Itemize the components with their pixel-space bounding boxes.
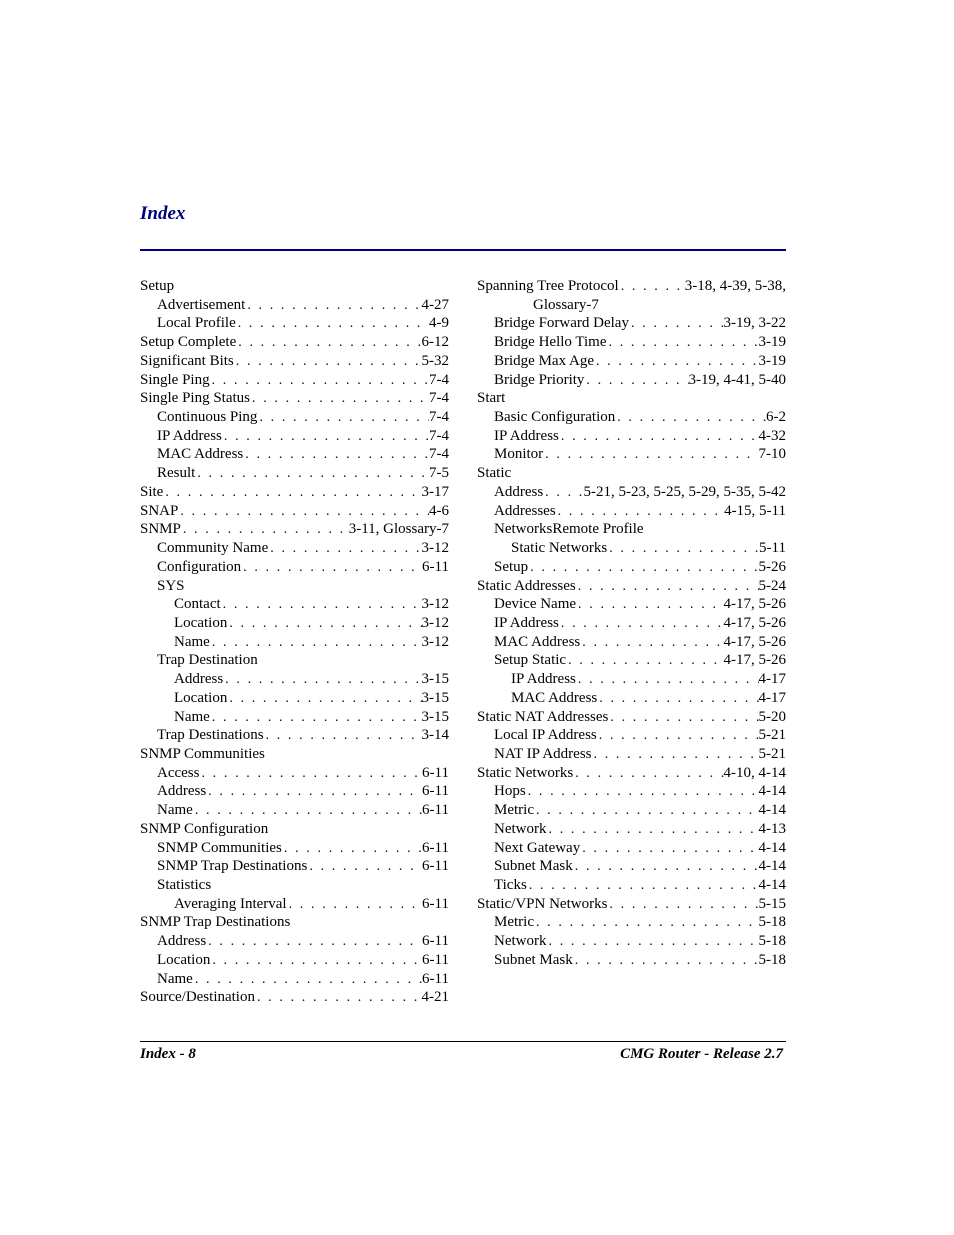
- index-term: Setup Complete: [140, 334, 237, 351]
- index-term: MAC Address: [494, 633, 581, 650]
- index-term: Significant Bits: [140, 352, 234, 369]
- index-entry: [140, 895, 449, 914]
- index-column-left: [140, 277, 449, 1007]
- dot-leader: [573, 858, 759, 876]
- dot-leader: [559, 428, 759, 446]
- index-entry: [477, 895, 786, 914]
- index-entry: [140, 445, 449, 464]
- index-page-ref: 5-32: [421, 352, 449, 369]
- index-term: Statistics: [157, 877, 212, 893]
- dot-leader: [594, 353, 759, 371]
- index-page-ref: 5-15: [758, 895, 786, 912]
- index-page-ref: 4-17, 5-26: [723, 633, 786, 650]
- index-term: SNMP Communities: [157, 839, 282, 856]
- index-term: SNMP Trap Destinations: [157, 858, 308, 875]
- index-term: Start: [477, 390, 506, 407]
- index-term: Static NAT Addresses: [477, 708, 609, 725]
- index-page-ref: 4-17, 5-26: [723, 652, 786, 669]
- index-page-ref: 5-20: [758, 708, 786, 725]
- index-entry: [477, 371, 786, 390]
- dot-leader: [243, 446, 429, 464]
- dot-leader: [576, 578, 759, 596]
- dot-leader: [543, 484, 583, 502]
- dot-leader: [163, 484, 421, 502]
- dot-leader: [234, 353, 422, 371]
- dot-leader: [576, 671, 759, 689]
- dot-leader: [241, 559, 422, 577]
- index-page-ref: 4-14: [758, 839, 786, 856]
- index-entry: [477, 539, 786, 558]
- dot-leader: [210, 372, 429, 390]
- index-entry: [477, 408, 786, 427]
- index-term: IP Address: [494, 614, 559, 631]
- index-entry: [140, 277, 449, 296]
- index-entry: [140, 558, 449, 577]
- index-entry: [477, 614, 786, 633]
- index-term: SNMP: [140, 521, 181, 538]
- index-term: Location: [174, 689, 228, 706]
- index-term: Name: [174, 633, 210, 650]
- index-term: Next Gateway: [494, 839, 581, 856]
- dot-leader: [264, 727, 422, 745]
- dot-leader: [592, 746, 759, 764]
- index-page-ref: 5-21: [758, 745, 786, 762]
- index-page-ref: 4-17, 5-26: [723, 614, 786, 631]
- index-entry: [140, 651, 449, 670]
- index-entry: [477, 633, 786, 652]
- index-term: Static Networks: [511, 540, 608, 557]
- index-entry: [140, 932, 449, 951]
- index-page-ref: 6-11: [422, 858, 449, 875]
- index-page-ref: 3-15: [421, 708, 449, 725]
- index-term: Bridge Hello Time: [494, 334, 607, 351]
- index-term: SNAP: [140, 502, 179, 519]
- index-page-ref: 5-26: [758, 558, 786, 575]
- index-entry: [477, 651, 786, 670]
- index-entry: [140, 464, 449, 483]
- header-divider: [140, 249, 786, 251]
- dot-leader: [236, 315, 429, 333]
- index-page-ref: 7-4: [429, 390, 449, 407]
- index-page-ref: 5-18: [758, 914, 786, 931]
- index-page-ref: 4-14: [758, 802, 786, 819]
- index-entry: [140, 839, 449, 858]
- index-entry: [477, 913, 786, 932]
- index-page-ref: 6-2: [766, 409, 786, 426]
- index-entry: [140, 371, 449, 390]
- index-page-ref: 3-19: [758, 352, 786, 369]
- dot-leader: [584, 372, 688, 390]
- index-entry: [140, 801, 449, 820]
- index-page-ref: 3-17: [421, 483, 449, 500]
- index-term: Metric: [494, 802, 534, 819]
- index-term: Network: [494, 820, 547, 837]
- dot-leader: [307, 858, 422, 876]
- dot-leader: [615, 409, 766, 427]
- dot-leader: [528, 559, 758, 577]
- index-page-ref: 5-11: [759, 540, 786, 557]
- index-term: Single Ping: [140, 371, 210, 388]
- index-entry: [477, 483, 786, 502]
- index-term: SNMP Communities: [140, 745, 265, 762]
- index-term: Source/Destination: [140, 989, 255, 1006]
- index-term: Address: [157, 933, 207, 950]
- index-entry: [477, 782, 786, 801]
- index-page-ref: 6-11: [422, 802, 449, 819]
- dot-leader: [547, 933, 759, 951]
- dot-leader: [206, 933, 422, 951]
- index-page-ref: 3-19, 3-22: [723, 315, 786, 332]
- index-term: Address: [174, 671, 224, 688]
- index-term: Name: [174, 708, 210, 725]
- index-entry: [477, 764, 786, 783]
- index-term: Setup: [140, 278, 175, 294]
- dot-leader: [223, 671, 421, 689]
- index-term: Setup Static: [494, 652, 567, 669]
- index-term: Address: [494, 483, 544, 500]
- index-entry: [140, 352, 449, 371]
- dot-leader: [255, 989, 422, 1007]
- dot-leader: [206, 783, 422, 801]
- index-term: IP Address: [494, 427, 559, 444]
- index-page-ref: 7-4: [429, 427, 449, 444]
- index-entry: [477, 689, 786, 708]
- index-term: Name: [157, 802, 193, 819]
- index-term: Result: [157, 465, 196, 482]
- index-entry: [140, 857, 449, 876]
- index-entry: [140, 970, 449, 989]
- index-page-ref: 3-19: [758, 334, 786, 351]
- index-page-ref: 6-12: [421, 334, 449, 351]
- index-entry: [140, 502, 449, 521]
- index-entry: [140, 951, 449, 970]
- index-entry: [477, 558, 786, 577]
- dot-leader: [543, 446, 758, 464]
- index-column-right: [477, 277, 786, 970]
- index-page-ref: 4-17: [758, 689, 786, 706]
- index-term: Static: [477, 465, 512, 482]
- index-entry: [140, 314, 449, 333]
- dot-leader: [178, 503, 429, 521]
- index-entry: [477, 670, 786, 689]
- index-term: SNMP Trap Destinations: [140, 914, 291, 931]
- index-page-ref: 6-11: [422, 951, 449, 968]
- index-term: IP Address: [157, 427, 222, 444]
- dot-leader: [236, 334, 421, 352]
- footer-page-number: Index - 8: [140, 1046, 196, 1062]
- dot-leader: [181, 521, 349, 539]
- index-term: Name: [157, 970, 193, 987]
- dot-leader: [580, 634, 723, 652]
- index-entry: [140, 726, 449, 745]
- index-term: Monitor: [494, 446, 544, 463]
- dot-leader: [576, 596, 723, 614]
- dot-leader: [210, 634, 422, 652]
- index-term: Address: [157, 783, 207, 800]
- index-page-ref: 4-21: [421, 989, 449, 1006]
- index-term: Community Name: [157, 540, 269, 557]
- index-page-ref: 5-18: [758, 951, 786, 968]
- index-term: Contact: [174, 596, 221, 613]
- index-entry: [477, 577, 786, 596]
- index-entry: [477, 726, 786, 745]
- index-term: Subnet Mask: [494, 858, 573, 875]
- index-page-ref: 6-11: [422, 783, 449, 800]
- index-entry: [477, 820, 786, 839]
- index-term: Averaging Interval: [174, 895, 287, 912]
- index-entry: [477, 708, 786, 727]
- index-term: SNMP Configuration: [140, 820, 269, 837]
- dot-leader: [573, 952, 759, 970]
- index-entry: [140, 595, 449, 614]
- index-entry: [477, 352, 786, 371]
- index-term: Device Name: [494, 596, 577, 613]
- index-entry: [477, 520, 786, 539]
- index-term: Bridge Priority: [494, 371, 585, 388]
- index-term: MAC Address: [511, 689, 598, 706]
- index-page-ref: 7-10: [758, 446, 786, 463]
- dot-leader: [629, 315, 724, 333]
- index-entry: [140, 539, 449, 558]
- index-entry: [477, 333, 786, 352]
- index-entry: [140, 820, 449, 839]
- index-entry: [140, 427, 449, 446]
- index-term: Setup: [494, 558, 529, 575]
- dot-leader: [210, 709, 422, 727]
- index-page-ref: 4-27: [421, 296, 449, 313]
- index-page-ref: 4-17, 5-26: [723, 596, 786, 613]
- index-page-ref: 3-12: [421, 540, 449, 557]
- index-term: Bridge Forward Delay: [494, 315, 629, 332]
- index-page-ref: 4-15, 5-11: [724, 502, 786, 519]
- dot-leader: [608, 709, 758, 727]
- index-term: Trap Destination: [157, 652, 258, 669]
- index-entry: [140, 876, 449, 895]
- index-term: Network: [494, 933, 547, 950]
- index-term: Static/VPN Networks: [477, 895, 608, 912]
- index-term: Static Networks: [477, 764, 574, 781]
- index-term: Location: [157, 951, 211, 968]
- dot-leader: [559, 615, 724, 633]
- dot-leader: [556, 503, 724, 521]
- index-page-ref: 6-11: [422, 839, 449, 856]
- dot-leader: [597, 727, 759, 745]
- index-page-ref: 7-4: [429, 409, 449, 426]
- index-page-ref: 5-21: [758, 727, 786, 744]
- index-term: Local Profile: [157, 315, 236, 332]
- index-page-ref: 4-13: [758, 820, 786, 837]
- index-entry: [477, 745, 786, 764]
- index-page-ref: 6-11: [422, 895, 449, 912]
- index-page-ref: 7-5: [429, 465, 449, 482]
- dot-leader: [597, 690, 758, 708]
- index-term: Bridge Max Age: [494, 352, 594, 369]
- dot-leader: [526, 783, 759, 801]
- index-term: Hops: [494, 783, 526, 800]
- index-page-ref: 4-14: [758, 877, 786, 893]
- index-entry: [140, 333, 449, 352]
- dot-leader: [547, 821, 759, 839]
- index-page-ref: 6-11: [422, 933, 449, 950]
- page-title: Index: [140, 203, 186, 224]
- index-entry: [477, 876, 786, 895]
- index-entry: [477, 951, 786, 970]
- index-entry: [477, 277, 786, 296]
- index-page-ref: 3-18, 4-39, 5-38,: [684, 278, 786, 294]
- index-page-ref: 3-12: [421, 633, 449, 650]
- dot-leader: [534, 914, 759, 932]
- index-term: Glossary-7: [533, 296, 599, 313]
- dot-leader: [222, 428, 429, 446]
- index-page-ref: 7-4: [429, 371, 449, 388]
- index-page-ref: 7-4: [429, 446, 449, 463]
- index-entry: [140, 614, 449, 633]
- index-term: SYS: [157, 577, 185, 594]
- index-entry: [477, 857, 786, 876]
- index-term: MAC Address: [157, 446, 244, 463]
- index-term: Ticks: [494, 877, 527, 893]
- dot-leader: [227, 690, 421, 708]
- dot-leader: [250, 390, 429, 408]
- index-page-ref: 5-24: [758, 577, 786, 594]
- index-page-ref: 3-11, Glossary-7: [348, 521, 449, 538]
- index-page-ref: 4-17: [758, 671, 786, 688]
- index-page-ref: 4-32: [758, 427, 786, 444]
- dot-leader: [282, 840, 422, 858]
- index-entry: [140, 408, 449, 427]
- index-term: Spanning Tree Protocol: [477, 278, 619, 294]
- footer-document-title: CMG Router - Release 2.7: [620, 1046, 783, 1062]
- dot-leader: [607, 896, 758, 914]
- index-term: Trap Destinations: [157, 727, 264, 744]
- dot-leader: [527, 877, 759, 895]
- index-page-ref: 3-12: [421, 614, 449, 631]
- dot-leader: [195, 465, 429, 483]
- index-entry: [140, 577, 449, 596]
- dot-leader: [199, 765, 422, 783]
- index-entry: [477, 502, 786, 521]
- index-entry: [477, 445, 786, 464]
- index-entry: [140, 988, 449, 1007]
- dot-leader: [573, 765, 723, 783]
- footer-divider: [140, 1041, 786, 1042]
- index-entry: [140, 913, 449, 932]
- index-term: Advertisement: [157, 296, 246, 313]
- dot-leader: [227, 615, 421, 633]
- index-term: Local IP Address: [494, 727, 597, 744]
- index-entry: [140, 782, 449, 801]
- index-entry: [477, 839, 786, 858]
- index-page-ref: 4-6: [429, 502, 449, 519]
- index-term: IP Address: [511, 671, 576, 688]
- index-page-ref: 5-18: [758, 933, 786, 950]
- index-page-ref: 3-15: [421, 671, 449, 688]
- index-entry: [140, 670, 449, 689]
- index-page-ref: 4-14: [758, 858, 786, 875]
- index-term: NAT IP Address: [494, 745, 592, 762]
- dot-leader: [580, 840, 758, 858]
- index-entry: [477, 595, 786, 614]
- index-entry: [140, 764, 449, 783]
- index-page-ref: 3-14: [421, 727, 449, 744]
- dot-leader: [619, 278, 685, 296]
- index-term: Metric: [494, 914, 534, 931]
- index-entry: [140, 520, 449, 539]
- index-entry: [140, 633, 449, 652]
- index-entry: [477, 464, 786, 483]
- index-term: Subnet Mask: [494, 951, 573, 968]
- index-page-ref: 6-11: [422, 970, 449, 987]
- index-page-ref: 6-11: [422, 764, 449, 781]
- index-entry: [477, 389, 786, 408]
- dot-leader: [193, 802, 422, 820]
- index-page-ref: 6-11: [422, 558, 449, 575]
- index-entry: [140, 483, 449, 502]
- index-term: Location: [174, 614, 228, 631]
- index-page-ref: 4-14: [758, 783, 786, 800]
- index-term: Addresses: [494, 502, 556, 519]
- index-entry: [477, 801, 786, 820]
- index-entry: [140, 745, 449, 764]
- index-entry: [140, 708, 449, 727]
- dot-leader: [607, 540, 759, 558]
- index-term: Single Ping Status: [140, 390, 251, 407]
- index-entry: [140, 296, 449, 315]
- index-page-ref: 3-19, 4-41, 5-40: [688, 371, 786, 388]
- index-page-ref: 4-9: [429, 315, 449, 332]
- index-term: Access: [157, 764, 200, 781]
- index-term: Site: [140, 483, 164, 500]
- index-page-ref: 4-10, 4-14: [723, 764, 786, 781]
- index-page-ref: 3-15: [421, 689, 449, 706]
- dot-leader: [287, 896, 422, 914]
- dot-leader: [210, 952, 422, 970]
- index-entry: [477, 314, 786, 333]
- index-entry: [477, 427, 786, 446]
- dot-leader: [257, 409, 429, 427]
- index-entry: [140, 389, 449, 408]
- dot-leader: [566, 652, 723, 670]
- index-term: NetworksRemote Profile: [494, 521, 644, 538]
- index-entry: [477, 296, 786, 315]
- dot-leader: [607, 334, 759, 352]
- index-term: Basic Configuration: [494, 409, 616, 426]
- index-term: Continuous Ping: [157, 409, 258, 426]
- dot-leader: [245, 297, 421, 315]
- index-term: Static Addresses: [477, 577, 576, 594]
- index-page-ref: 3-12: [421, 596, 449, 613]
- dot-leader: [221, 596, 422, 614]
- dot-leader: [534, 802, 759, 820]
- dot-leader: [193, 971, 422, 989]
- index-entry: [477, 932, 786, 951]
- index-page-ref: 5-21, 5-23, 5-25, 5-29, 5-35, 5-42: [583, 483, 786, 500]
- index-entry: [140, 689, 449, 708]
- index-term: Configuration: [157, 558, 242, 575]
- dot-leader: [268, 540, 421, 558]
